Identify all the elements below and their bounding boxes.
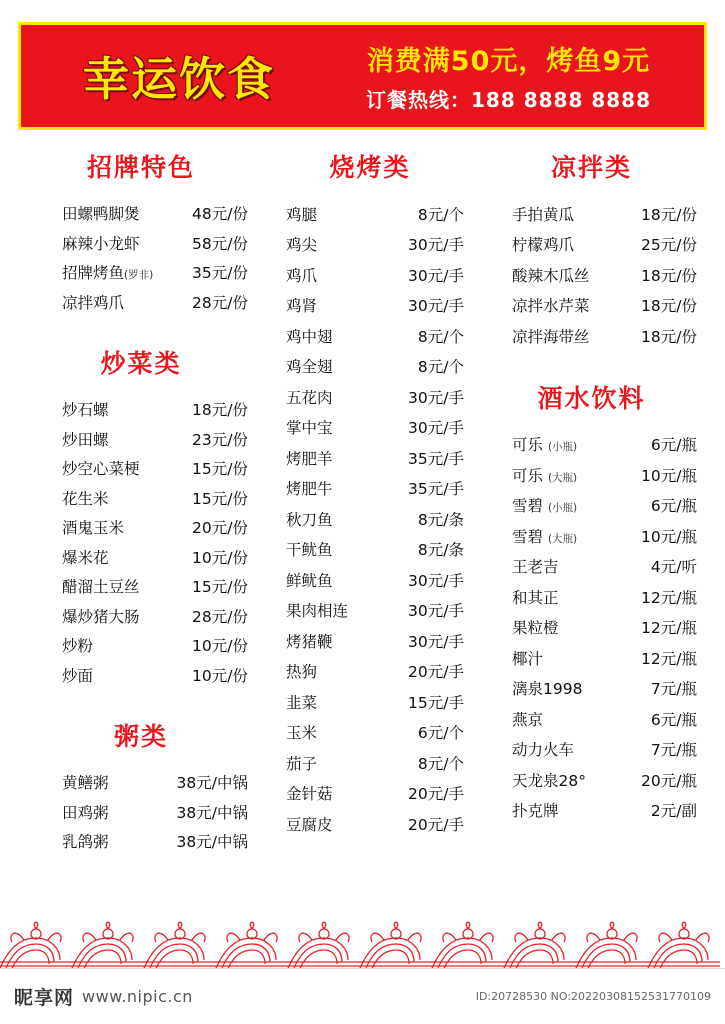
item-price: 38元/中锅 <box>176 774 248 792</box>
menu-column-3 <box>476 148 707 884</box>
menu-item <box>286 810 464 841</box>
menu-item <box>62 200 248 230</box>
asset-id-text: ID:20728530 NO:20220308152531770109 <box>475 990 711 1003</box>
category-title: 炒菜类 <box>100 349 182 378</box>
item-note: (小瓶) <box>547 441 578 453</box>
item-price: 12元/瓶 <box>641 649 697 668</box>
item-price: 6元/瓶 <box>650 710 697 729</box>
item-name: 手拍黄瓜 <box>512 205 575 224</box>
item-name: 招牌烤鱼(罗非) <box>62 264 154 282</box>
menu-item <box>286 780 464 811</box>
item-name: 果粒橙 <box>512 619 559 637</box>
brand-title: 幸运饮食 <box>83 52 275 106</box>
menu-item <box>62 769 248 799</box>
item-name: 炒面 <box>62 666 94 685</box>
item-name: 燕京 <box>512 710 544 729</box>
item-name: 果肉相连 <box>286 602 349 620</box>
item-name: 韭菜 <box>286 693 318 712</box>
menu-item <box>286 688 464 719</box>
item-price: 7元/瓶 <box>650 741 697 759</box>
item-price: 30元/手 <box>408 388 464 407</box>
menu-item <box>512 766 697 797</box>
item-price: 8元/个 <box>417 358 464 376</box>
menu-item <box>512 644 697 675</box>
menu-item-list <box>22 769 260 858</box>
item-price: 18元/份 <box>192 401 248 419</box>
item-price: 48元/份 <box>192 205 248 223</box>
menu-item <box>62 544 248 574</box>
item-price: 10元/瓶 <box>641 527 697 546</box>
menu-item <box>286 261 464 292</box>
item-price: 20元/手 <box>408 663 464 681</box>
item-price: 20元/手 <box>408 815 464 834</box>
item-price: 30元/手 <box>408 632 464 651</box>
item-name: 酒鬼玉米 <box>62 519 125 537</box>
item-name: 炒空心菜梗 <box>62 460 140 478</box>
item-name: 凉拌海带丝 <box>512 327 590 346</box>
menu-item-list <box>480 431 703 828</box>
item-name: 炒田螺 <box>62 430 109 449</box>
item-price: 15元/份 <box>192 460 248 478</box>
category-title: 凉拌类 <box>550 153 632 182</box>
menu-item <box>62 632 248 662</box>
menu-item <box>286 231 464 262</box>
item-note: (大瓶) <box>547 532 578 545</box>
item-name: 烤肥羊 <box>286 449 333 468</box>
item-price: 6元/瓶 <box>650 436 697 454</box>
item-price: 30元/手 <box>408 266 464 285</box>
item-name: 玉米 <box>286 724 318 742</box>
menu-item <box>512 614 697 645</box>
item-price: 6元/瓶 <box>650 497 697 515</box>
item-price: 8元/个 <box>417 754 464 773</box>
item-price: 28元/份 <box>192 293 248 312</box>
item-name: 烤肥牛 <box>286 480 333 498</box>
menu-item <box>286 658 464 689</box>
item-price: 10元/瓶 <box>641 466 697 485</box>
item-name: 漓泉1998 <box>512 680 583 698</box>
item-name: 凉拌鸡爪 <box>62 293 125 312</box>
item-price: 12元/瓶 <box>641 619 697 637</box>
item-price: 15元/手 <box>408 693 464 712</box>
menu-item <box>286 505 464 536</box>
item-name: 爆炒猪大肠 <box>62 607 140 626</box>
menu-item <box>512 736 697 767</box>
item-name: 雪碧 (小瓶) <box>512 497 578 515</box>
menu-item <box>512 553 697 584</box>
item-price: 38元/中锅 <box>176 833 248 851</box>
item-note: (大瓶) <box>547 471 578 484</box>
item-name: 可乐 (大瓶) <box>512 466 578 485</box>
item-name: 五花肉 <box>286 388 333 407</box>
item-price: 38元/中锅 <box>176 803 248 822</box>
menu-column-1 <box>18 148 264 884</box>
item-name: 动力火车 <box>512 741 575 759</box>
item-price: 8元/个 <box>417 327 464 346</box>
item-name: 田螺鸭脚煲 <box>62 205 140 223</box>
item-name: 秋刀鱼 <box>286 510 333 529</box>
item-price: 2元/副 <box>650 802 697 820</box>
menu-item <box>62 573 248 603</box>
menu-item <box>512 292 697 323</box>
item-name: 豆腐皮 <box>286 815 333 834</box>
category-title: 酒水饮料 <box>537 383 646 413</box>
menu-item <box>512 431 697 462</box>
promo-text: 消费满50元，烤鱼9元 <box>366 46 651 77</box>
item-name: 和其正 <box>512 588 559 607</box>
item-price: 20元/瓶 <box>641 771 697 790</box>
item-name: 鸡腿 <box>286 205 318 224</box>
item-price: 6元/个 <box>417 724 464 742</box>
item-price: 18元/份 <box>641 327 697 346</box>
site-logo-text: 昵享网 <box>14 987 75 1009</box>
item-name: 可乐 (小瓶) <box>512 436 578 454</box>
item-name: 烤猪鞭 <box>286 632 333 651</box>
menu-item <box>512 492 697 523</box>
menu-item <box>512 231 697 262</box>
item-price: 30元/手 <box>408 297 464 315</box>
menu-item <box>62 259 248 289</box>
item-price: 7元/瓶 <box>650 680 697 698</box>
menu-item <box>286 353 464 384</box>
menu-item <box>286 383 464 414</box>
item-price: 8元/条 <box>417 510 464 529</box>
item-name: 爆米花 <box>62 548 109 567</box>
menu-item <box>62 485 248 515</box>
menu-item <box>286 475 464 506</box>
menu-item <box>286 292 464 323</box>
menu-item <box>286 414 464 445</box>
menu-item <box>286 536 464 567</box>
item-price: 10元/份 <box>192 548 248 567</box>
menu-item <box>286 444 464 475</box>
menu-section <box>22 148 260 318</box>
item-name: 鸡尖 <box>286 236 318 254</box>
item-price: 30元/手 <box>408 236 464 254</box>
item-price: 23元/份 <box>192 430 248 449</box>
item-name: 麻辣小龙虾 <box>62 234 140 253</box>
item-name: 乳鸽粥 <box>62 833 109 851</box>
hotline-text: 订餐热线：188 8888 8888 <box>365 88 651 112</box>
menu-item <box>512 261 697 292</box>
menu-columns <box>18 148 707 884</box>
item-name: 炒石螺 <box>62 401 109 419</box>
ornament-band <box>0 916 725 968</box>
item-price: 30元/手 <box>408 571 464 590</box>
menu-item <box>512 675 697 706</box>
item-price: 15元/份 <box>192 578 248 596</box>
item-price: 10元/份 <box>192 637 248 655</box>
item-name: 鸡全翅 <box>286 358 333 376</box>
menu-section <box>480 148 703 353</box>
item-name: 金针菇 <box>286 785 333 803</box>
menu-item <box>62 230 248 260</box>
menu-item <box>62 426 248 456</box>
menu-item <box>512 522 697 553</box>
menu-section <box>480 379 703 828</box>
header-right-block <box>321 39 704 113</box>
item-price: 18元/份 <box>641 205 697 224</box>
item-name: 酸辣木瓜丝 <box>512 266 590 285</box>
item-price: 30元/手 <box>408 419 464 437</box>
item-name: 天龙泉28° <box>512 771 586 790</box>
item-name: 王老吉 <box>512 558 559 576</box>
item-name: 扑克牌 <box>512 802 559 820</box>
poster-header <box>18 22 707 130</box>
menu-item <box>62 514 248 544</box>
menu-item-list <box>22 396 260 691</box>
item-name: 黄鳝粥 <box>62 774 109 792</box>
item-name: 鸡中翅 <box>286 327 333 346</box>
menu-item <box>286 749 464 780</box>
menu-item <box>286 597 464 628</box>
menu-column-2 <box>264 148 476 884</box>
menu-item <box>62 828 248 858</box>
menu-section <box>22 717 260 858</box>
item-price: 25元/份 <box>641 236 697 254</box>
menu-item <box>512 200 697 231</box>
menu-item <box>286 566 464 597</box>
item-price: 18元/份 <box>641 297 697 315</box>
item-price: 18元/份 <box>641 266 697 285</box>
item-price: 35元/份 <box>192 264 248 282</box>
menu-item <box>512 583 697 614</box>
menu-item <box>512 461 697 492</box>
item-name: 鸡爪 <box>286 266 318 285</box>
menu-section <box>22 344 260 691</box>
item-name: 田鸡粥 <box>62 803 109 822</box>
page-footer <box>0 968 725 1024</box>
category-title: 招牌特色 <box>86 153 195 182</box>
site-logo[interactable] <box>14 983 193 1010</box>
item-name: 茄子 <box>286 754 318 773</box>
item-price: 4元/听 <box>650 558 697 576</box>
menu-item <box>62 289 248 319</box>
category-title: 烧烤类 <box>329 153 411 182</box>
item-price: 20元/份 <box>192 519 248 537</box>
menu-item <box>62 603 248 633</box>
brand-block <box>21 43 321 109</box>
item-name: 凉拌水芹菜 <box>512 297 590 315</box>
menu-item <box>512 797 697 828</box>
menu-item <box>62 396 248 426</box>
site-url[interactable]: www.nipic.cn <box>82 987 193 1006</box>
menu-item-list <box>480 200 703 353</box>
item-price: 30元/手 <box>408 602 464 620</box>
item-price: 15元/份 <box>192 489 248 508</box>
item-price: 58元/份 <box>192 234 248 253</box>
item-name: 干鱿鱼 <box>286 541 333 559</box>
item-price: 35元/手 <box>408 480 464 498</box>
menu-item <box>286 627 464 658</box>
menu-item-list <box>268 200 472 841</box>
menu-section <box>268 148 472 841</box>
item-name: 醋溜土豆丝 <box>62 578 140 596</box>
item-name: 柠檬鸡爪 <box>512 236 575 254</box>
category-title: 粥类 <box>113 722 168 751</box>
item-price: 28元/份 <box>192 607 248 626</box>
item-price: 12元/瓶 <box>641 588 697 607</box>
menu-item <box>62 799 248 829</box>
item-name: 花生米 <box>62 489 109 508</box>
item-name: 雪碧 (大瓶) <box>512 527 578 546</box>
item-price: 8元/条 <box>417 541 464 559</box>
item-price: 20元/手 <box>408 785 464 803</box>
item-note: (小瓶) <box>547 502 578 514</box>
menu-item <box>286 200 464 231</box>
menu-item <box>286 719 464 750</box>
menu-item <box>62 455 248 485</box>
item-name: 鸡肾 <box>286 297 318 315</box>
menu-item <box>62 662 248 692</box>
item-price: 8元/个 <box>417 205 464 224</box>
item-name: 鲜鱿鱼 <box>286 571 333 590</box>
item-price: 10元/份 <box>192 666 248 685</box>
item-price: 35元/手 <box>408 449 464 468</box>
item-name: 炒粉 <box>62 637 94 655</box>
item-name: 热狗 <box>286 663 318 681</box>
menu-item <box>286 322 464 353</box>
menu-item <box>512 705 697 736</box>
menu-item <box>512 322 697 353</box>
item-name: 椰汁 <box>512 649 544 668</box>
item-note: (罗非) <box>124 269 154 281</box>
menu-item-list <box>22 200 260 318</box>
item-name: 掌中宝 <box>286 419 333 437</box>
